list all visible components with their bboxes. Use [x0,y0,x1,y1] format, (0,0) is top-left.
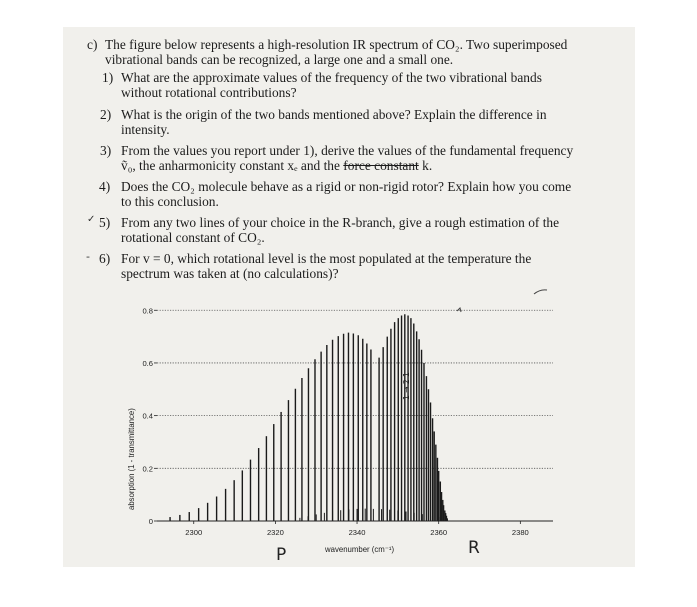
x-tick-label: 2300 [185,528,203,537]
handwritten-pen-stroke [534,290,547,294]
item-2-number: 2) [100,107,112,122]
item-5-number: 5) [99,215,111,230]
y-axis-label: absorption (1 - transmittance) [127,408,136,510]
item-6-line-2: spectrum was taken at (no calculations)? [121,266,339,281]
item-3-line-2-b: k. [418,158,433,173]
item-6-line-1: For v = 0, which rotational level is the most populated at the temperature the [121,251,532,266]
y-tick-label: 0.4 [142,411,153,421]
item-4-number: 4) [99,179,111,194]
part-label: c) [87,37,98,52]
item-3-struck-text: force constant [343,158,419,173]
handwritten-center-note: 1 → 2 1 [402,372,411,400]
item-5-line-2: rotational constant of CO₂. [121,230,265,245]
intro-line-1: The figure below represents a high-resolution IR spectrum of CO₂. Two superimposed [105,37,568,52]
x-tick-label: 2360 [430,528,448,537]
y-tick-label: 0.6 [142,358,153,368]
item-6-number: 6) [99,251,111,266]
y-tick-label: 0.2 [142,464,153,474]
x-tick-label: 2340 [348,528,366,537]
item-4-line-2: to this conclusion. [121,194,219,209]
intro-line-2: vibrational bands can be recognized, a large one and a small one. [105,52,454,67]
handwritten-r-label: R [468,538,480,558]
item-3-line-2-a: ṽ₀, the anharmonicity constant xₑ and the [121,158,344,173]
item-5-line-1: From any two lines of your choice in the R-branch, give a rough estimation of the [121,215,560,230]
item-3-number: 3) [100,143,112,158]
item-2-line-2: intensity. [121,122,170,137]
y-tick-label: 0.8 [142,306,153,316]
x-tick-label: 2320 [266,528,284,537]
y-tick-label: 0 [148,517,153,526]
handwritten-p-label: P [276,545,287,565]
x-tick-label: 2380 [511,528,529,537]
x-axis-label: wavenumber (cm⁻¹) [325,545,395,554]
item-4-line-1: Does the CO₂ molecule behave as a rigid or non-rigid rotor? Explain how you come [121,179,572,194]
item-2-line-1: What is the origin of the two bands mentioned above? Explain the difference in [121,107,547,122]
item-1-number: 1) [102,70,114,85]
dash-mark-icon: - [86,250,90,263]
check-mark-icon: ✓ [87,214,96,225]
item-1-line-1: What are the approximate values of the frequency of the two vibrational bands [121,70,542,85]
item-3-line-1: From the values you report under 1), derive the values of the fundamental frequency [121,143,574,158]
item-1-line-2: without rotational contributions? [121,85,297,100]
